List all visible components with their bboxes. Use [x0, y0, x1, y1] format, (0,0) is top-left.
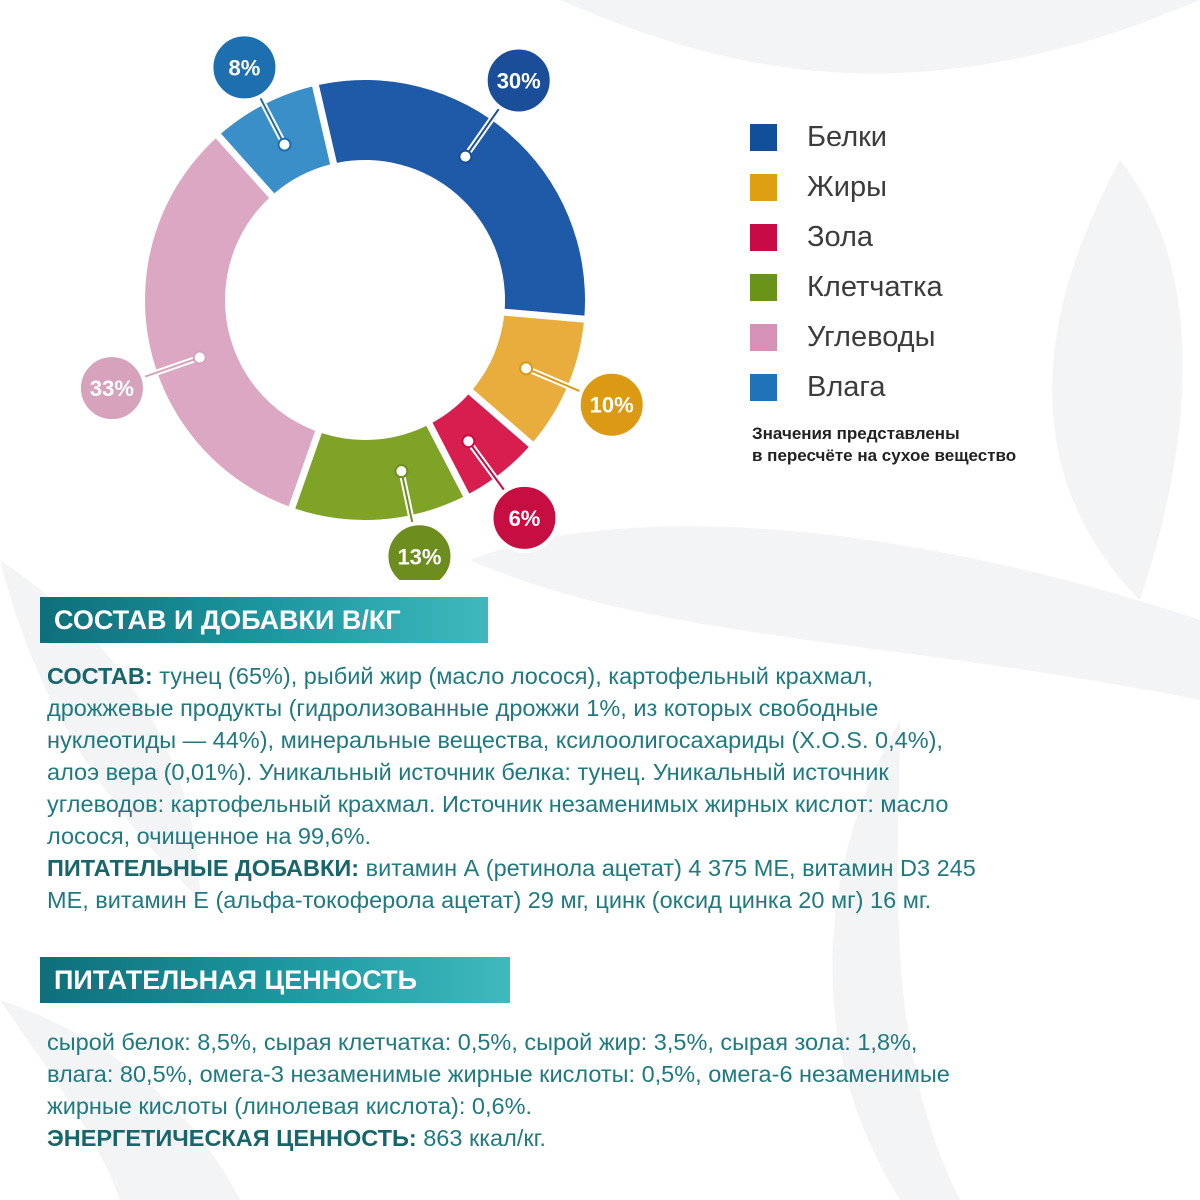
- connector-dot: [520, 362, 532, 374]
- legend-swatch-carbs: [750, 324, 777, 351]
- connector-dot: [194, 352, 206, 364]
- legend-label: Белки: [807, 120, 888, 153]
- energy-label: ЭНЕРГЕТИЧЕСКАЯ ЦЕННОСТЬ:: [47, 1125, 417, 1151]
- legend-swatch-ash: [750, 224, 777, 251]
- text-line: сырой белок: 8,5%, сырая клетчатка: 0,5%, сырой жир: 3,5%, сырая зола: 1,8%,: [47, 1029, 918, 1055]
- legend-label: Зола: [807, 220, 874, 253]
- nutrition-header: ПИТАТЕЛЬНАЯ ЦЕННОСТЬ: [40, 957, 510, 1003]
- connector-dot: [278, 139, 290, 151]
- energy-value: 863 ккал/кг.: [416, 1125, 546, 1151]
- legend-item: [750, 112, 943, 162]
- text-line: МЕ, витамин Е (альфа-токоферола ацетат) 29 мг, цинк (оксид цинка 20 мг) 16 мг.: [47, 887, 932, 913]
- slice-carbs: [145, 138, 315, 506]
- text-line: алоэ вера (0,01%). Уникальный источник белка: тунец. Уникальный источник: [47, 759, 889, 785]
- text-line: дрожжевые продукты (гидролизованные дрожжи 1%, из которых свободные: [47, 695, 879, 721]
- text-line: [47, 660, 976, 692]
- text-line: лосося, очищенное на 99,6%.: [47, 823, 372, 849]
- legend-label: Клетчатка: [807, 270, 943, 303]
- connector-dot: [395, 465, 407, 477]
- composition-header: СОСТАВ И ДОБАВКИ В/КГ: [40, 597, 488, 643]
- legend-label: Жиры: [807, 170, 887, 203]
- legend-item: [750, 262, 943, 312]
- data-label: 33%: [89, 376, 134, 402]
- data-label: 13%: [397, 544, 442, 570]
- text-line: углеводов: картофельный крахмал. Источник незаменимых жирных кислот: масло: [47, 791, 949, 817]
- legend-item: [750, 362, 943, 412]
- legend-item: [750, 162, 943, 212]
- connector-dot: [462, 435, 474, 447]
- legend-item: [750, 312, 943, 362]
- data-label: 8%: [228, 55, 261, 81]
- legend-item: [750, 212, 943, 262]
- data-label: 10%: [589, 392, 634, 418]
- data-label: 30%: [496, 68, 541, 94]
- legend-swatch-moisture: [750, 374, 777, 401]
- composition-text: [47, 660, 976, 916]
- composition-label: СОСТАВ:: [47, 663, 153, 689]
- legend: [750, 112, 943, 412]
- text-span: тунец (65%), рыбий жир (масло лосося), картофельный крахмал,: [152, 663, 874, 689]
- legend-swatch-fiber: [750, 274, 777, 301]
- slice-fiber: [295, 426, 463, 520]
- data-label: 6%: [508, 505, 541, 531]
- legend-label: Углеводы: [807, 320, 936, 353]
- note-line: Значения представлены: [752, 424, 960, 443]
- nutrition-text: [47, 1026, 950, 1154]
- text-line: нуклеотиды — 44%), минеральные вещества, ксилоолигосахариды (X.O.S. 0,4%),: [47, 727, 943, 753]
- additives-label: ПИТАТЕЛЬНЫЕ ДОБАВКИ:: [47, 855, 360, 881]
- text-line: [47, 852, 976, 884]
- text-line: [47, 1122, 950, 1154]
- slice-protein: [319, 80, 585, 316]
- legend-label: Влага: [807, 370, 886, 403]
- legend-swatch-fat: [750, 174, 777, 201]
- donut-chart: [0, 0, 720, 580]
- note-line: в пересчёте на сухое вещество: [752, 446, 1017, 465]
- chart-note: [752, 423, 1112, 467]
- connector-dot: [459, 151, 471, 163]
- legend-swatch-protein: [750, 124, 777, 151]
- text-line: влага: 80,5%, омега-3 незаменимые жирные кислоты: 0,5%, омега-6 незаменимые: [47, 1061, 950, 1087]
- text-line: жирные кислоты (линолевая кислота): 0,6%.: [47, 1093, 533, 1119]
- text-span: витамин А (ретинола ацетат) 4 375 МЕ, витамин D3 245: [359, 855, 976, 881]
